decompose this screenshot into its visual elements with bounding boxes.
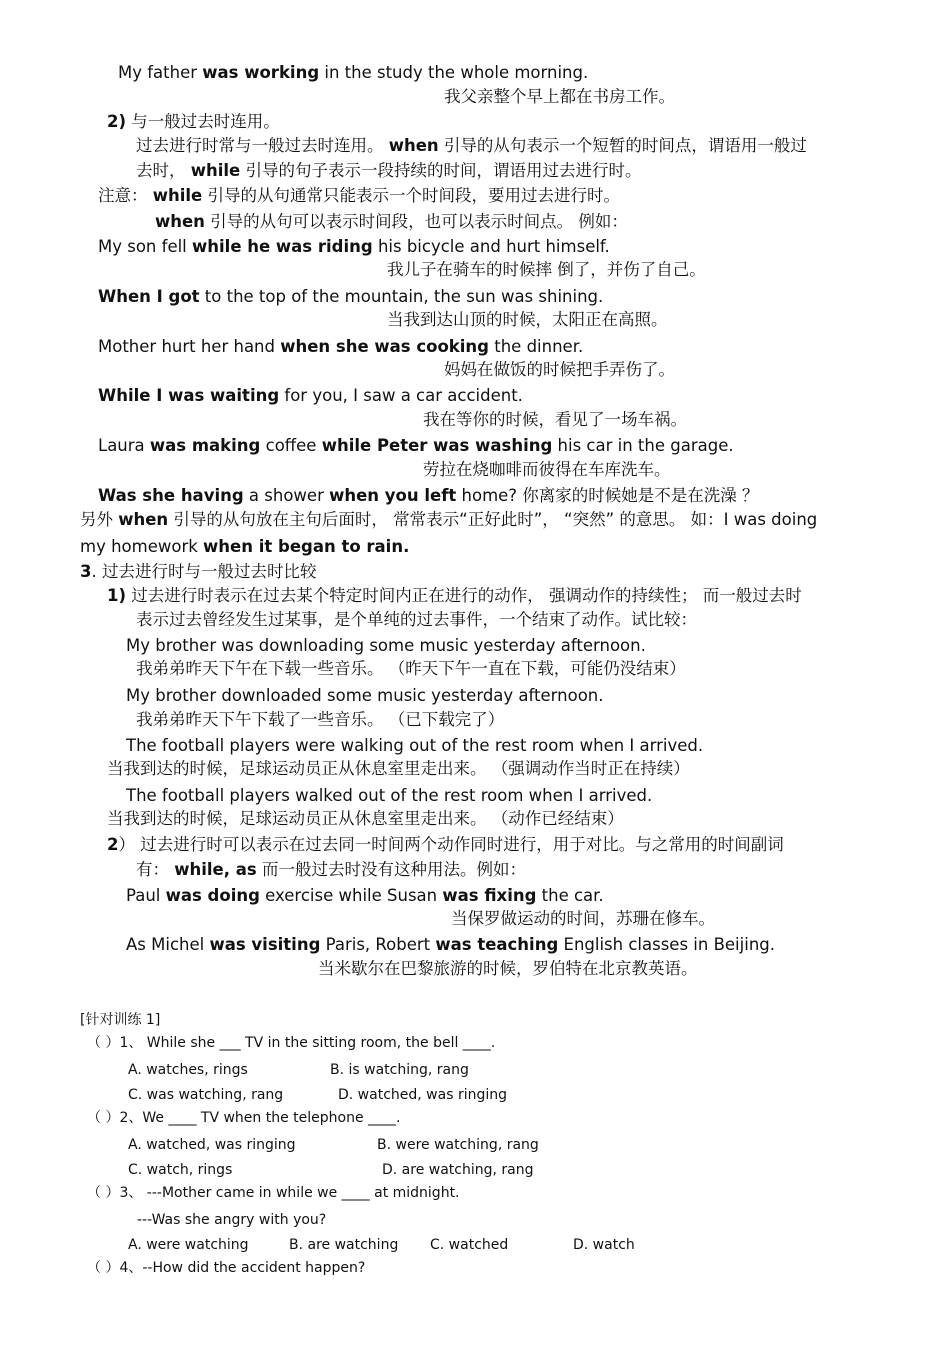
bold-text: when she was cooking: [280, 337, 489, 356]
text-run: 我弟弟昨天下午在下载一些音乐。 （昨天下午一直在下载，可能仍没结束）: [136, 659, 686, 678]
text-run: coffee: [260, 436, 322, 455]
text-line: [98, 435, 734, 457]
bold-text: While I was waiting: [98, 386, 280, 405]
text-line: [136, 135, 807, 157]
text-run: a shower: [243, 486, 330, 505]
text-run: （ ）1、 While she ___ TV in the sitting room, the bell ____.: [87, 1035, 496, 1051]
text-line: [80, 1010, 160, 1030]
text-run: 引导的从句放在主句后面时， 常常表示“正好此时”， “突然” 的意思。 如：I was doing: [168, 510, 818, 529]
text-run: A. were watching: [128, 1237, 249, 1253]
text-run: Paris, Robert: [320, 935, 436, 954]
text-run: C. watch, rings: [128, 1162, 233, 1178]
text-run: 我儿子在骑车的时候摔 倒了，并伤了自己。: [387, 260, 706, 279]
text-line: [126, 885, 604, 907]
text-run: exercise while Susan: [259, 886, 443, 905]
text-line: [423, 409, 687, 431]
text-line: [98, 385, 523, 407]
text-run: （ ）2、We ____ TV when the telephone ____.: [87, 1110, 401, 1126]
text-run: 当我到达山顶的时候，太阳正在高照。: [387, 310, 668, 329]
text-run: D. watch: [573, 1237, 635, 1253]
text-run: his car in the garage.: [552, 436, 734, 455]
text-run: My brother was downloading some music yesterday afternoon.: [126, 636, 646, 655]
text-run: 而一般过去时没有这种用法。例如：: [256, 860, 526, 879]
text-run: My father: [118, 63, 203, 82]
text-line: [136, 609, 697, 631]
bold-text: while Peter was washing: [321, 436, 553, 455]
text-line: [128, 1135, 296, 1155]
text-run: My brother downloaded some music yesterday afternoon.: [126, 686, 604, 705]
text-line: [98, 485, 759, 507]
text-line: [126, 934, 775, 956]
text-run: A. watches, rings: [128, 1062, 248, 1078]
bold-text: when: [155, 212, 205, 231]
text-line: [98, 236, 610, 258]
text-line: [136, 658, 686, 680]
text-run: home? 你离家的时候她是不是在洗澡 ？: [456, 486, 759, 505]
text-run: The football players walked out of the rest room when I arrived.: [126, 786, 653, 805]
text-line: [128, 1160, 232, 1180]
text-run: ） 过去进行时可以表示在过去同一时间两个动作同时进行，用于对比。与之常用的时间副词: [118, 835, 784, 854]
text-run: in the study the whole morning.: [319, 63, 589, 82]
bold-text: while: [152, 186, 203, 205]
text-run: the car.: [536, 886, 604, 905]
text-run: 我弟弟昨天下午下载了一些音乐。 （已下载完了）: [136, 710, 505, 729]
text-run: ---Was she angry with you?: [137, 1212, 327, 1228]
text-run: 去时，: [136, 161, 191, 180]
text-line: [80, 509, 817, 531]
text-line: [107, 585, 802, 607]
text-line: [128, 1060, 248, 1080]
text-run: 当我到达的时候，足球运动员正从休息室里走出来。 （强调动作当时正在持续）: [107, 759, 690, 778]
bold-text: was visiting: [209, 935, 321, 954]
bold-text: was doing: [165, 886, 260, 905]
text-line: [136, 859, 526, 881]
bold-text: when: [388, 136, 439, 155]
text-run: The football players were walking out of the rest room when I arrived.: [126, 736, 704, 755]
text-line: [87, 1033, 495, 1053]
text-line: [128, 1085, 283, 1105]
bold-text: when you left: [329, 486, 457, 505]
text-run: D. watched, was ringing: [338, 1087, 507, 1103]
text-run: C. was watching, rang: [128, 1087, 284, 1103]
text-line: [444, 359, 675, 381]
text-run: （ ）3、 ---Mother came in while we ____ at midnight.: [87, 1185, 460, 1201]
text-line: [107, 808, 624, 830]
text-run: 有：: [136, 860, 175, 879]
text-line: [136, 160, 642, 182]
bold-text: 3: [80, 562, 92, 581]
bold-text: 2): [107, 112, 127, 131]
text-line: [382, 1160, 534, 1180]
text-run: [针对训练 1]: [80, 1012, 161, 1028]
text-line: [80, 561, 316, 583]
text-line: [87, 1183, 460, 1203]
text-run: 我父亲整个早上都在书房工作。: [444, 87, 675, 106]
text-line: [126, 685, 604, 707]
bold-text: while, as: [174, 860, 257, 879]
text-line: [573, 1235, 635, 1255]
bold-text: was fixing: [442, 886, 537, 905]
bold-text: while: [190, 161, 241, 180]
text-run: B. is watching, rang: [330, 1062, 469, 1078]
text-line: [126, 785, 652, 807]
bold-text: while he was riding: [192, 237, 373, 256]
text-run: 与一般过去时连用。: [126, 112, 280, 131]
text-line: [289, 1235, 398, 1255]
text-line: [98, 185, 620, 207]
text-run: to the top of the mountain, the sun was shining.: [199, 287, 604, 306]
text-line: [137, 1210, 326, 1230]
text-run: 引导的从句可以表示时间段，也可以表示时间点。 例如：: [204, 212, 628, 231]
text-line: [155, 211, 628, 233]
bold-text: was working: [202, 63, 320, 82]
text-line: [126, 635, 646, 657]
text-run: the dinner.: [489, 337, 584, 356]
text-line: [98, 336, 583, 358]
text-run: 当我到达的时候，足球运动员正从休息室里走出来。 （动作已经结束）: [107, 809, 624, 828]
text-run: 妈妈在做饭的时候把手弄伤了。: [444, 360, 675, 379]
text-run: 过去进行时常与一般过去时连用。: [136, 136, 389, 155]
bold-text: 2: [107, 835, 119, 854]
text-line: [87, 1258, 365, 1278]
text-line: [330, 1060, 469, 1080]
text-line: [107, 758, 690, 780]
text-run: C. watched: [430, 1237, 509, 1253]
text-line: [444, 86, 675, 108]
text-run: B. were watching, rang: [377, 1137, 539, 1153]
text-line: [377, 1135, 539, 1155]
text-run: my homework: [80, 537, 204, 556]
text-line: [136, 709, 504, 731]
text-line: [107, 111, 280, 133]
text-line: [118, 62, 588, 84]
text-line: [87, 1108, 400, 1128]
text-line: [128, 1235, 249, 1255]
bold-text: When I got: [98, 287, 200, 306]
text-run: 表示过去曾经发生过某事，是个单纯的过去事件，一个结束了动作。试比较：: [136, 610, 697, 629]
text-run: 当保罗做运动的时间，苏珊在修车。: [451, 909, 715, 928]
text-line: [107, 834, 784, 856]
text-line: [318, 958, 698, 980]
text-run: 另外: [80, 510, 119, 529]
text-run: （ ）4、--How did the accident happen?: [87, 1260, 366, 1276]
bold-text: when it began to rain.: [203, 537, 410, 556]
text-run: for you, I saw a car accident.: [279, 386, 523, 405]
text-line: [387, 309, 668, 331]
text-run: 引导的从句表示一个短暂的时间点，谓语用一般过: [438, 136, 807, 155]
text-run: 当米歇尔在巴黎旅游的时候，罗伯特在北京教英语。: [318, 959, 698, 978]
bold-text: was making: [149, 436, 261, 455]
text-run: 劳拉在烧咖啡而彼得在车库洗车。: [423, 460, 671, 479]
text-run: 注意：: [98, 186, 153, 205]
text-run: Laura: [98, 436, 150, 455]
text-run: 引导的从句通常只能表示一个时间段，要用过去进行时。: [202, 186, 620, 205]
text-run: A. watched, was ringing: [128, 1137, 296, 1153]
text-line: [451, 908, 715, 930]
text-run: 过去进行时表示在过去某个特定时间内正在进行的动作， 强调动作的持续性； 而一般过去时: [126, 586, 802, 605]
text-line: [387, 259, 706, 281]
text-line: [338, 1085, 507, 1105]
text-line: [98, 286, 603, 308]
text-run: 我在等你的时候，看见了一场车祸。: [423, 410, 687, 429]
text-run: My son fell: [98, 237, 193, 256]
text-run: English classes in Beijing.: [558, 935, 775, 954]
text-line: [423, 459, 671, 481]
bold-text: Was she having: [98, 486, 244, 505]
text-run: As Michel: [126, 935, 210, 954]
text-run: D. are watching, rang: [382, 1162, 534, 1178]
text-run: 引导的句子表示一段持续的时间，谓语用过去进行时。: [240, 161, 642, 180]
text-line: [126, 735, 703, 757]
bold-text: 1): [107, 586, 127, 605]
text-run: Mother hurt her hand: [98, 337, 281, 356]
text-line: [430, 1235, 508, 1255]
bold-text: when: [118, 510, 169, 529]
text-line: [80, 536, 409, 558]
bold-text: was teaching: [435, 935, 559, 954]
text-run: B. are watching: [289, 1237, 399, 1253]
text-run: . 过去进行时与一般过去时比较: [91, 562, 317, 581]
text-run: Paul: [126, 886, 166, 905]
text-run: his bicycle and hurt himself.: [372, 237, 610, 256]
